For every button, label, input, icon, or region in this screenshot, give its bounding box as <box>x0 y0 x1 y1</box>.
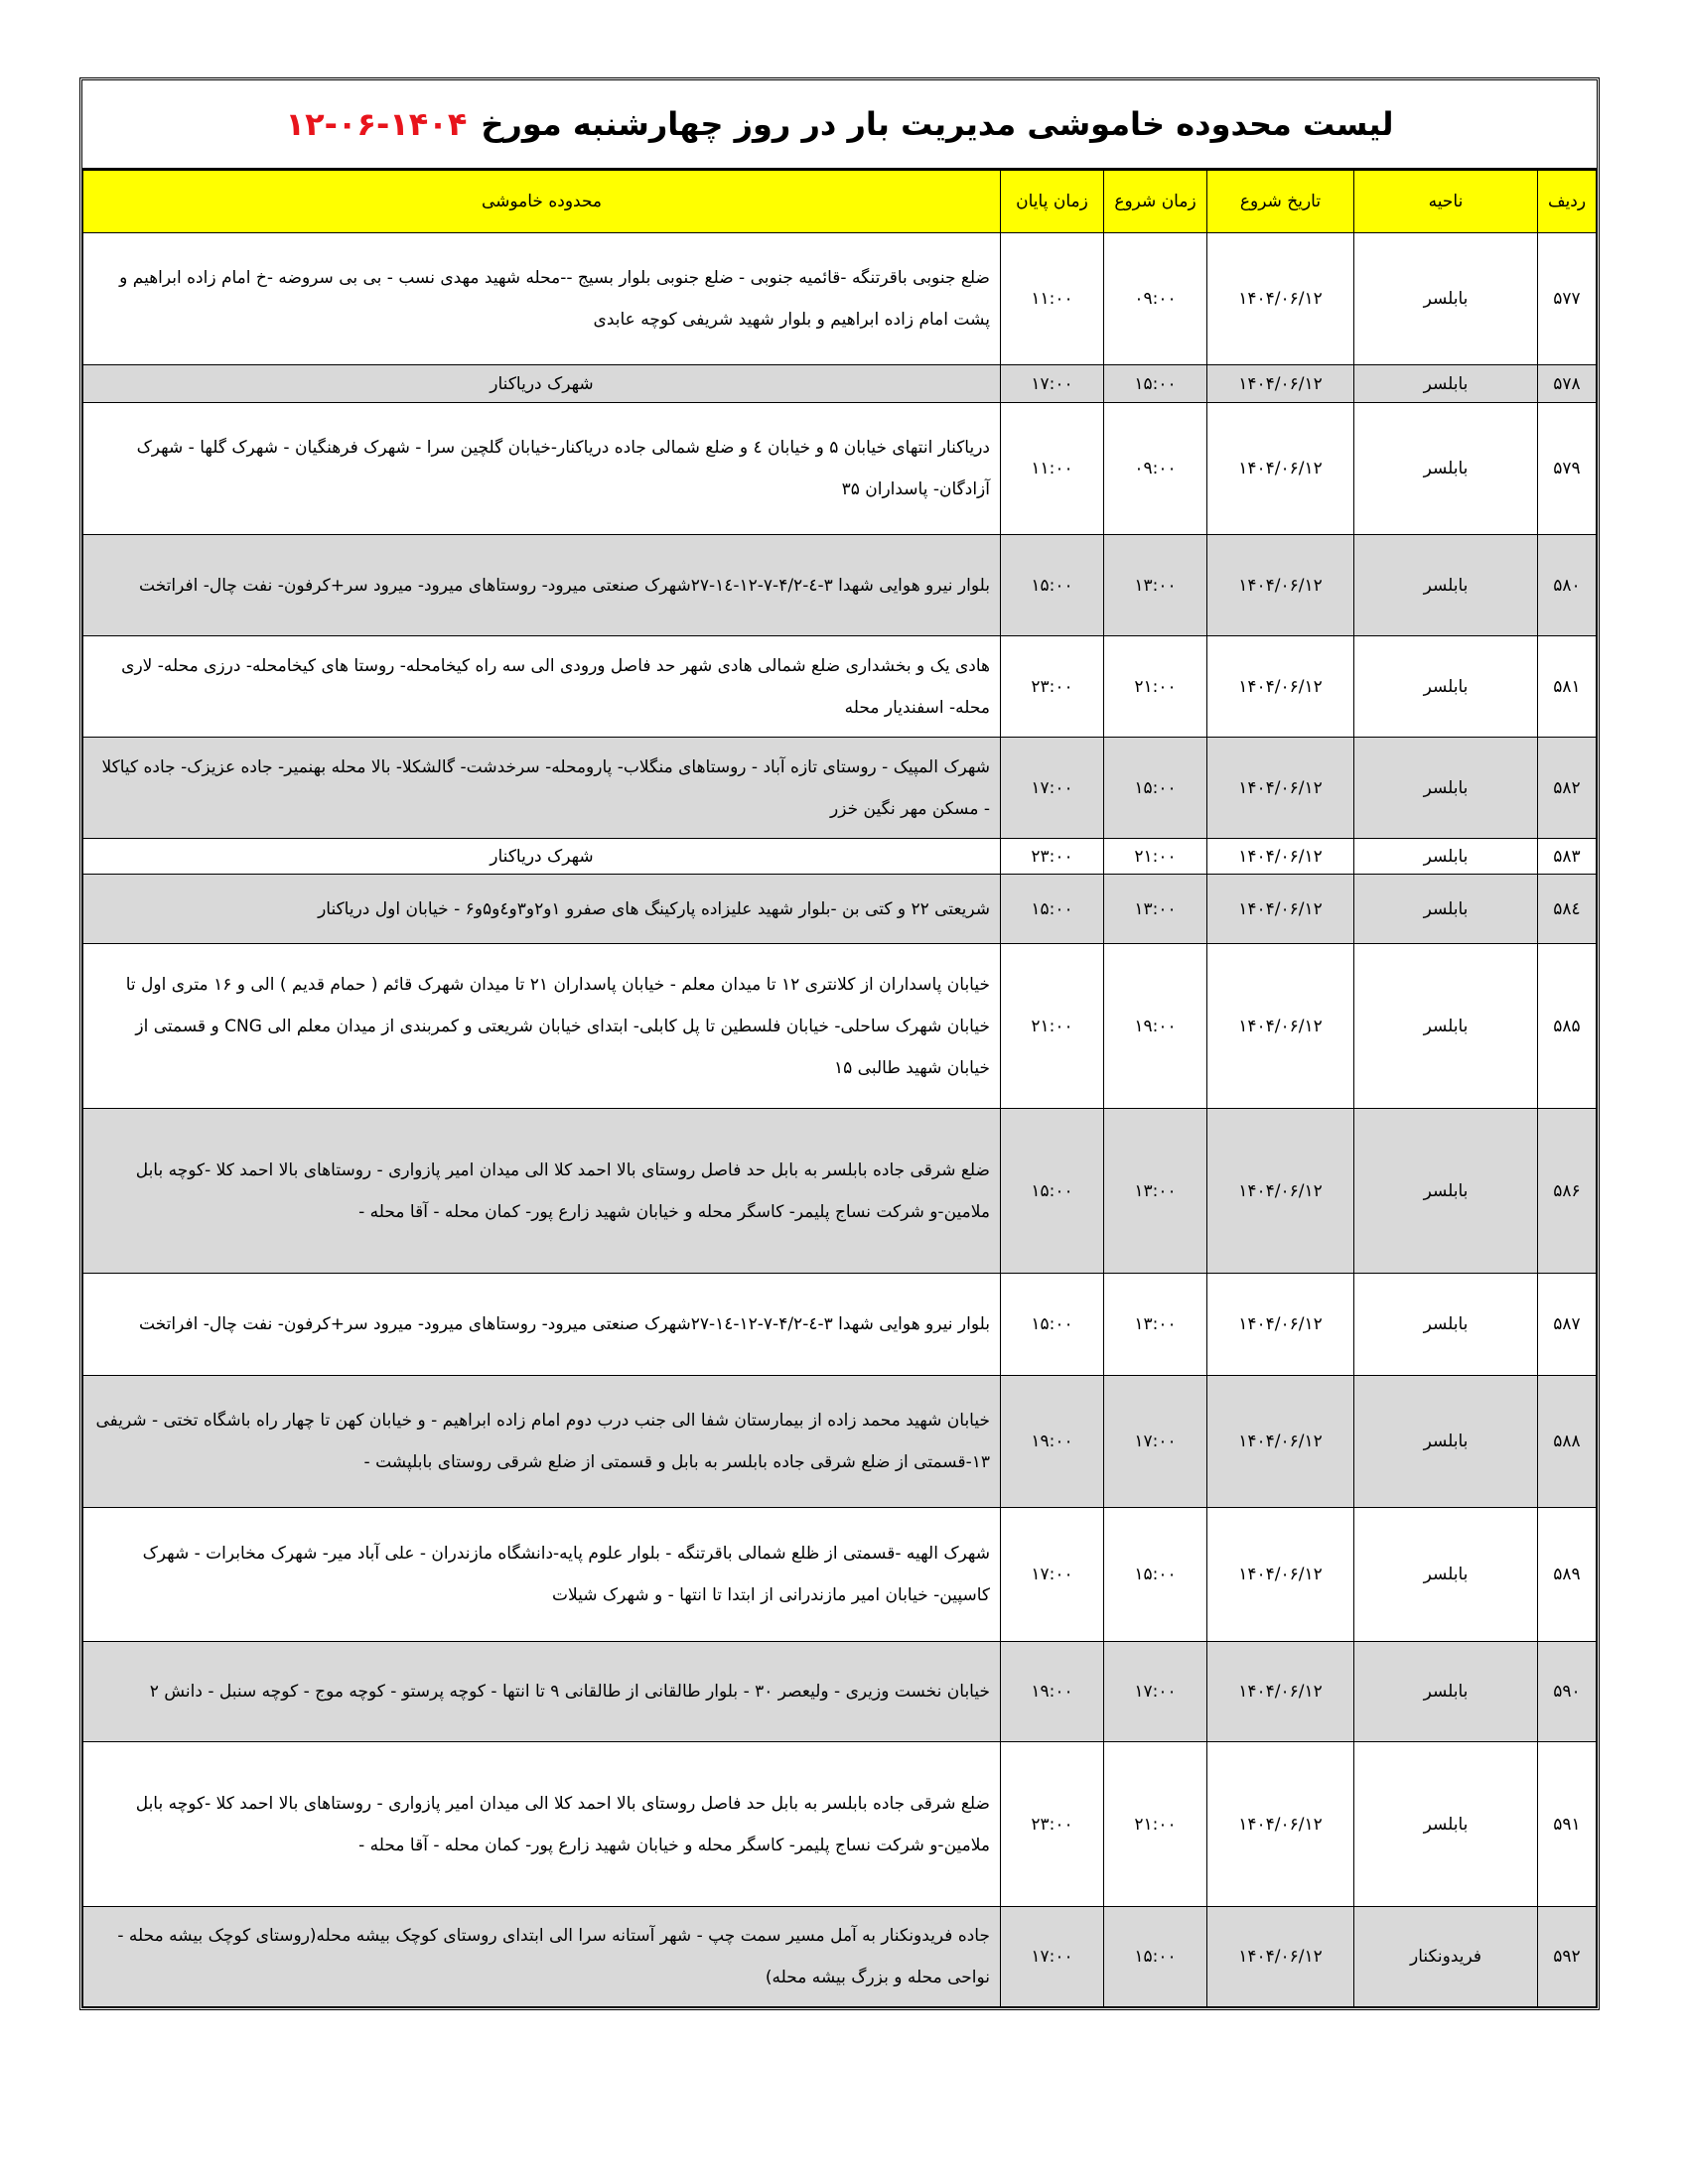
table-row <box>83 1742 1597 1907</box>
row-end: ۱۵:۰۰ <box>1001 1274 1104 1376</box>
row-start: ۱۳:۰۰ <box>1104 875 1207 944</box>
row-area: شهرک الهیه -قسمتی از ظلع شمالی باقرتنگه - بلوار علوم پایه-دانشگاه مازندران - علی آباد میر- شهرک مخابرات - شهرک کاسپین- خیابان امیر مازندرانی از ابتدا تا انتها - و شهرک شیلات <box>83 1508 1001 1642</box>
row-area: بلوار نیرو هوایی شهدا ۳-٤-۴/۲-۷-۱۲-۱٤-۲۷شهرک صنعتی میرود- روستاهای میرود- میرود سر+کرفون- نفت چال- افراتخت <box>83 1274 1001 1376</box>
title-date: ۱۲-۰۶-۱۴۰۴ <box>285 105 468 143</box>
row-start: ۰۹:۰۰ <box>1104 233 1207 365</box>
header-start-date: تاریخ شروع <box>1207 171 1354 233</box>
row-no: ۵۸۸ <box>1538 1376 1597 1508</box>
header-area: محدوده خاموشی <box>83 171 1001 233</box>
row-date: ۱۴۰۴/۰۶/۱۲ <box>1207 1907 1354 2007</box>
row-start: ۱۳:۰۰ <box>1104 1274 1207 1376</box>
row-start: ۱۷:۰۰ <box>1104 1376 1207 1508</box>
row-end: ۲۳:۰۰ <box>1001 1742 1104 1907</box>
row-area: خیابان شهید محمد زاده از بیمارستان شفا الی جنب درب دوم امام زاده ابراهیم - و خیابان کهن تا چهار راه باشگاه تختی - شریفی ۱۳-قسمتی از ضلع شرقی جاده بابلسر به بابل و قسمتی از ضلع شرقی روستای بابلپشت - <box>83 1376 1001 1508</box>
table-row <box>83 365 1597 403</box>
header-end-time: زمان پایان <box>1001 171 1104 233</box>
row-no: ۵۷۹ <box>1538 403 1597 535</box>
row-area: دریاکنار انتهای خیابان ۵ و خیابان ٤ و ضلع شمالی جاده دریاکنار-خیابان گلچین سرا - شهرک فرهنگیان - شهرک گلها - شهرک آزادگان- پاسداران ۳۵ <box>83 403 1001 535</box>
row-no: ۵۹۱ <box>1538 1742 1597 1907</box>
row-no: ۵۸٤ <box>1538 875 1597 944</box>
row-start: ۲۱:۰۰ <box>1104 1742 1207 1907</box>
row-no: ۵۸۱ <box>1538 636 1597 738</box>
header-row-no: ردیف <box>1538 171 1597 233</box>
row-no: ۵۸۲ <box>1538 738 1597 839</box>
table-row <box>83 636 1597 738</box>
row-end: ۲۳:۰۰ <box>1001 636 1104 738</box>
header-start-time: زمان شروع <box>1104 171 1207 233</box>
row-region: بابلسر <box>1354 535 1538 636</box>
page-title: لیست محدوده خاموشی مدیریت بار در روز چهارشنبه مورخ <box>481 105 1394 143</box>
row-area: ضلع جنوبی باقرتنگه -قائمیه جنوبی - ضلع جنوبی بلوار بسیج --محله شهید مهدی نسب - بی بی سروضه -خ امام زاده ابراهیم و پشت امام زاده ابراهیم و بلوار شهید شریفی کوچه عابدی <box>83 233 1001 365</box>
row-region: بابلسر <box>1354 1274 1538 1376</box>
row-end: ۱۵:۰۰ <box>1001 535 1104 636</box>
row-area: هادی یک و بخشداری ضلع شمالی هادی شهر حد فاصل ورودی الی سه راه کیخامحله- روستا های کیخامحله- درزی محله- لاری محله- اسفندیار محله <box>83 636 1001 738</box>
table-row <box>83 1109 1597 1274</box>
row-end: ۱۱:۰۰ <box>1001 403 1104 535</box>
row-region: بابلسر <box>1354 1742 1538 1907</box>
row-date: ۱۴۰۴/۰۶/۱۲ <box>1207 403 1354 535</box>
row-area: شریعتی ۲۲ و کتی بن -بلوار شهید علیزاده پارکینگ های صفرو ۱و۲و۳و٤و۵و۶ - خیابان اول دریاکنار <box>83 875 1001 944</box>
row-date: ۱۴۰۴/۰۶/۱۲ <box>1207 1742 1354 1907</box>
row-date: ۱۴۰۴/۰۶/۱۲ <box>1207 535 1354 636</box>
row-area: شهرک المپیک - روستای تازه آباد - روستاهای منگلاب- پارومحله- سرخدشت- گالشکلا- بالا محله بهنمیر- جاده عزیزک- جاده کیاکلا - مسکن مهر نگین خزر <box>83 738 1001 839</box>
row-region: بابلسر <box>1354 875 1538 944</box>
row-end: ۱۷:۰۰ <box>1001 738 1104 839</box>
row-date: ۱۴۰۴/۰۶/۱۲ <box>1207 738 1354 839</box>
table-header-row <box>83 171 1597 233</box>
outage-table <box>82 170 1597 2007</box>
row-end: ۱۹:۰۰ <box>1001 1642 1104 1742</box>
row-date: ۱۴۰۴/۰۶/۱۲ <box>1207 1642 1354 1742</box>
row-region: بابلسر <box>1354 738 1538 839</box>
row-region: بابلسر <box>1354 1376 1538 1508</box>
document-sheet <box>79 77 1600 2010</box>
row-start: ۱۹:۰۰ <box>1104 944 1207 1109</box>
row-area: خیابان پاسداران از کلانتری ۱۲ تا میدان معلم - خیابان پاسداران ۲۱ تا میدان شهرک قائم ( حمام قدیم ) الی و ۱۶ متری اول تا خیابان شهرک ساحلی- خیابان فلسطین تا پل کابلی- ابتدای خیابان شریعتی و کمربندی از میدان معلم الی CNG و قسمتی از خیابان شهید طالبی ۱۵ <box>83 944 1001 1109</box>
row-start: ۲۱:۰۰ <box>1104 839 1207 875</box>
row-no: ۵۸۶ <box>1538 1109 1597 1274</box>
row-end: ۲۱:۰۰ <box>1001 944 1104 1109</box>
row-start: ۱۳:۰۰ <box>1104 1109 1207 1274</box>
row-end: ۱۹:۰۰ <box>1001 1376 1104 1508</box>
row-area: ضلع شرقی جاده بابلسر به بابل حد فاصل روستای بالا احمد کلا الی میدان امیر پازواری - روستاهای بالا احمد کلا -کوچه بابل ملامین-و شرکت نساج پلیمر- کاسگر محله و خیابان شهید زارع پور- کمان محله - آقا محله - <box>83 1109 1001 1274</box>
row-date: ۱۴۰۴/۰۶/۱۲ <box>1207 839 1354 875</box>
table-row <box>83 1907 1597 2007</box>
row-region: بابلسر <box>1354 1109 1538 1274</box>
row-date: ۱۴۰۴/۰۶/۱۲ <box>1207 1376 1354 1508</box>
table-row <box>83 403 1597 535</box>
row-start: ۱۵:۰۰ <box>1104 1907 1207 2007</box>
row-no: ۵۷۷ <box>1538 233 1597 365</box>
row-end: ۱۷:۰۰ <box>1001 1508 1104 1642</box>
row-start: ۱۷:۰۰ <box>1104 1642 1207 1742</box>
row-no: ۵۸۷ <box>1538 1274 1597 1376</box>
row-date: ۱۴۰۴/۰۶/۱۲ <box>1207 1274 1354 1376</box>
row-no: ۵۸۹ <box>1538 1508 1597 1642</box>
table-row <box>83 944 1597 1109</box>
row-region: بابلسر <box>1354 636 1538 738</box>
row-area: جاده فریدونکنار به آمل مسیر سمت چپ - شهر آستانه سرا الی ابتدای روستای کوچک بیشه محله(روستای کوچک بیشه محله - نواحی محله و بزرگ بیشه محله) <box>83 1907 1001 2007</box>
row-end: ۱۷:۰۰ <box>1001 1907 1104 2007</box>
row-date: ۱۴۰۴/۰۶/۱۲ <box>1207 1109 1354 1274</box>
row-no: ۵۸۳ <box>1538 839 1597 875</box>
table-row <box>83 1508 1597 1642</box>
row-region: بابلسر <box>1354 233 1538 365</box>
row-region: بابلسر <box>1354 944 1538 1109</box>
table-row <box>83 233 1597 365</box>
row-start: ۱۵:۰۰ <box>1104 365 1207 403</box>
row-date: ۱۴۰۴/۰۶/۱۲ <box>1207 875 1354 944</box>
table-row <box>83 839 1597 875</box>
row-end: ۱۵:۰۰ <box>1001 875 1104 944</box>
row-end: ۱۱:۰۰ <box>1001 233 1104 365</box>
row-date: ۱۴۰۴/۰۶/۱۲ <box>1207 944 1354 1109</box>
row-start: ۰۹:۰۰ <box>1104 403 1207 535</box>
row-region: بابلسر <box>1354 1642 1538 1742</box>
row-start: ۱۵:۰۰ <box>1104 738 1207 839</box>
row-start: ۱۳:۰۰ <box>1104 535 1207 636</box>
row-area: شهرک دریاکنار <box>83 365 1001 403</box>
row-date: ۱۴۰۴/۰۶/۱۲ <box>1207 636 1354 738</box>
row-area: خیابان نخست وزیری - ولیعصر ۳۰ - بلوار طالقانی از طالقانی ۹ تا انتها - کوچه پرستو - کوچه موج - کوچه سنبل - دانش ۲ <box>83 1642 1001 1742</box>
row-region: بابلسر <box>1354 403 1538 535</box>
row-no: ۵۸۰ <box>1538 535 1597 636</box>
header-region: ناحیه <box>1354 171 1538 233</box>
table-row <box>83 875 1597 944</box>
table-row <box>83 1642 1597 1742</box>
table-row <box>83 1274 1597 1376</box>
table-row <box>83 535 1597 636</box>
row-region: بابلسر <box>1354 839 1538 875</box>
title-bar <box>82 80 1597 170</box>
table-row <box>83 738 1597 839</box>
row-region: بابلسر <box>1354 365 1538 403</box>
table-row <box>83 1376 1597 1508</box>
row-date: ۱۴۰۴/۰۶/۱۲ <box>1207 233 1354 365</box>
row-no: ۵۸۵ <box>1538 944 1597 1109</box>
row-no: ۵۹۲ <box>1538 1907 1597 2007</box>
row-start: ۲۱:۰۰ <box>1104 636 1207 738</box>
row-region: فریدونکنار <box>1354 1907 1538 2007</box>
row-date: ۱۴۰۴/۰۶/۱۲ <box>1207 1508 1354 1642</box>
row-date: ۱۴۰۴/۰۶/۱۲ <box>1207 365 1354 403</box>
row-no: ۵۷۸ <box>1538 365 1597 403</box>
row-area: شهرک دریاکنار <box>83 839 1001 875</box>
row-region: بابلسر <box>1354 1508 1538 1642</box>
row-start: ۱۵:۰۰ <box>1104 1508 1207 1642</box>
row-end: ۲۳:۰۰ <box>1001 839 1104 875</box>
row-no: ۵۹۰ <box>1538 1642 1597 1742</box>
row-area: ضلع شرقی جاده بابلسر به بابل حد فاصل روستای بالا احمد کلا الی میدان امیر پازواری - روستاهای بالا احمد کلا -کوچه بابل ملامین-و شرکت نساج پلیمر- کاسگر محله و خیابان شهید زارع پور- کمان محله - آقا محله - <box>83 1742 1001 1907</box>
row-end: ۱۷:۰۰ <box>1001 365 1104 403</box>
row-end: ۱۵:۰۰ <box>1001 1109 1104 1274</box>
row-area: بلوار نیرو هوایی شهدا ۳-٤-۴/۲-۷-۱۲-۱٤-۲۷شهرک صنعتی میرود- روستاهای میرود- میرود سر+کرفون- نفت چال- افراتخت <box>83 535 1001 636</box>
